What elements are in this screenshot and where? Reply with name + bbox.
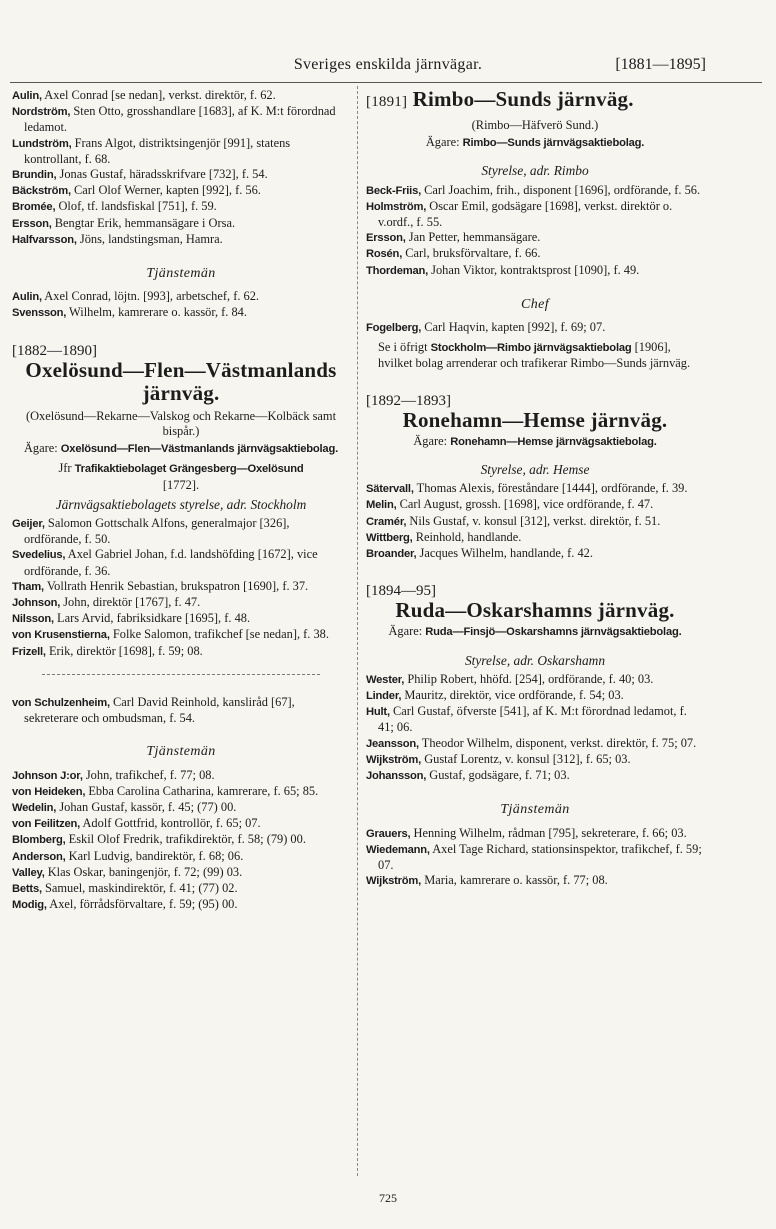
- person-name: Bromée,: [12, 201, 56, 214]
- railway-owner: [12, 441, 350, 457]
- person-details: Vollrath Henrik Sebastian, brukspatron [1690], f. 37.: [46, 578, 309, 593]
- person-name: Linder,: [366, 690, 402, 703]
- person-entry: [12, 800, 350, 816]
- person-details: Carl August, grossh. [1698], vice ordförande, f. 47.: [399, 497, 654, 512]
- person-name: Wedelin,: [12, 801, 57, 814]
- person-name: Tham,: [12, 580, 44, 593]
- top-entries: [12, 88, 350, 248]
- person-details: Reinhold, handlande.: [415, 529, 522, 544]
- person-entry: [12, 865, 350, 881]
- section-heading-tjanstemän-2: Tjänstemän: [146, 744, 216, 760]
- person-name: Blomberg,: [12, 834, 66, 847]
- owner-label: Ägare:: [413, 433, 448, 448]
- railway-years-ruda: [1894—95]: [366, 583, 436, 600]
- person-details: Jan Petter, hemmansägare.: [408, 230, 541, 245]
- person-name: Sätervall,: [366, 483, 414, 496]
- person-name: Hult,: [366, 706, 390, 719]
- railway-owner-rimbo: [366, 135, 704, 151]
- person-entry: [366, 497, 704, 513]
- person-entry: [12, 104, 350, 135]
- owner-label: Ägare:: [23, 441, 58, 456]
- person-name: Svensson,: [12, 307, 67, 320]
- person-name: Thordeman,: [366, 264, 429, 277]
- person-entry: [366, 230, 704, 246]
- person-entry: [366, 263, 704, 279]
- person-details: Mauritz, direktör, vice ordförande, f. 54; 03.: [404, 688, 624, 703]
- person-entry: [366, 199, 704, 230]
- person-name: Nordström,: [12, 106, 71, 119]
- person-entry: [366, 546, 704, 562]
- person-entry: [12, 849, 350, 865]
- railway-name-ronehamn: Ronehamn—Hemse järnväg.: [402, 407, 668, 432]
- person-entry: [366, 183, 704, 199]
- person-entry: [12, 595, 350, 611]
- person-details: Carl Olof Werner, kapten [992], f. 56.: [74, 183, 261, 198]
- railway-owner-ruda: [366, 624, 704, 640]
- person-entry: [12, 547, 350, 578]
- person-name: Aulin,: [12, 291, 42, 304]
- person-name: Wittberg,: [366, 531, 413, 544]
- page-number: 725: [379, 1191, 397, 1205]
- person-details: Erik, direktör [1698], f. 59; 08.: [48, 643, 203, 658]
- person-details: Gustaf, godsägare, f. 71; 03.: [429, 768, 570, 783]
- note-text: Se i öfrigt: [378, 340, 428, 355]
- person-name: Bäckström,: [12, 185, 71, 198]
- person-entry: [12, 88, 350, 104]
- person-details: Folke Salomon, trafikchef [se nedan], f. 38.: [112, 627, 329, 642]
- person-name: von Feilitzen,: [12, 818, 81, 831]
- board-heading-rimbo: Styrelse, adr. Rimbo: [481, 163, 589, 179]
- person-details: Axel, förrådsförvaltare, f. 59; (95) 00.: [49, 897, 238, 912]
- person-details: Carl David Reinhold, kansliråd [67], sekreterare och ombudsman, f. 54.: [24, 694, 295, 726]
- person-details: Johan Gustaf, kassör, f. 45; (77) 00.: [59, 799, 237, 814]
- person-name: Nilsson,: [12, 613, 54, 626]
- person-details: Wilhelm, kamrerare o. kassör, f. 84.: [69, 305, 247, 320]
- rimbo-note: [366, 340, 704, 371]
- person-name: Broander,: [366, 548, 417, 561]
- person-entry: [366, 826, 704, 842]
- person-details: Henning Wilhelm, rådman [795], sekreterare, f. 66; 03.: [413, 825, 687, 840]
- person-entry: [12, 768, 350, 784]
- person-entry: [366, 842, 704, 873]
- tjanstemän-list: [12, 289, 350, 321]
- person-details: Axel Tage Richard, stationsinspektor, trafikchef, f. 59; 07.: [378, 841, 702, 872]
- person-details: Salomon Gottschalk Alfons, generalmajor [326], ordförande, f. 50.: [24, 516, 290, 547]
- person-name: Wiedemann,: [366, 843, 430, 856]
- person-entry: [366, 246, 704, 262]
- person-entry: [366, 530, 704, 546]
- person-entry: [12, 784, 350, 800]
- person-name: Brundin,: [12, 169, 57, 182]
- after-rule-entries: [12, 695, 350, 726]
- person-name: Ersson,: [12, 217, 52, 230]
- person-name: Halfvarsson,: [12, 233, 77, 246]
- person-details: Carl, bruksförvaltare, f. 66.: [405, 246, 541, 261]
- person-entry: [12, 167, 350, 183]
- railway-title-rimbo: Rimbo—Sunds järnväg.: [412, 87, 634, 111]
- person-name: Johansson,: [366, 770, 427, 783]
- person-details: Frans Algot, distriktsingenjör [991], statens kontrollant, f. 68.: [24, 135, 291, 166]
- person-name: Anderson,: [12, 850, 66, 863]
- person-entry: [12, 611, 350, 627]
- railway-years-rimbo: [1891]: [366, 94, 408, 110]
- column-divider: [357, 86, 358, 1176]
- person-entry: [366, 704, 704, 735]
- person-name: von Heideken,: [12, 785, 86, 798]
- person-entry: [12, 232, 350, 248]
- person-entry: [366, 320, 704, 336]
- person-details: Karl Ludvig, bandirektör, f. 68; 06.: [68, 848, 244, 863]
- owner-name: Ronehamn—Hemse järnvägsaktiebolag.: [450, 435, 657, 448]
- railway-years: [1882—1890]: [12, 342, 97, 359]
- section-heading-tjanstemän: Tjänstemän: [146, 266, 216, 282]
- right-column: [366, 88, 704, 889]
- person-entry: [366, 688, 704, 704]
- railway-years-ronehamn: [1892—1893]: [366, 392, 451, 409]
- section-rule: [42, 674, 320, 675]
- person-name: von Krusenstierna,: [12, 629, 110, 642]
- person-entry: [12, 136, 350, 167]
- header-years: [1881—1895]: [615, 56, 706, 73]
- person-details: Olof, tf. landsfiskal [751], f. 59.: [58, 199, 217, 214]
- person-name: Beck-Friis,: [366, 184, 422, 197]
- person-entry: [12, 627, 350, 643]
- person-entry: [12, 579, 350, 595]
- person-name: Johnson J:or,: [12, 769, 83, 782]
- owner-label: Ägare:: [388, 624, 423, 639]
- owner-label: Ägare:: [425, 135, 460, 150]
- person-entry: [12, 183, 350, 199]
- note-company: Stockholm—Rimbo järnvägsaktiebolag: [430, 342, 632, 355]
- person-name: Melin,: [366, 499, 397, 512]
- jfr-label: Jfr: [58, 461, 72, 476]
- person-entry: [12, 897, 350, 913]
- person-name: Rosén,: [366, 248, 403, 261]
- person-entry: [12, 644, 350, 660]
- person-details: Carl Joachim, frih., disponent [1696], ordförande, f. 56.: [424, 182, 701, 197]
- jfr-ref: [1772].: [162, 477, 200, 492]
- person-name: Modig,: [12, 899, 47, 912]
- person-details: Axel Conrad [se nedan], verkst. direktör, f. 62.: [44, 88, 276, 102]
- person-details: Eskil Olof Fredrik, trafikdirektör, f. 58; (79) 00.: [68, 832, 306, 847]
- person-entry: [366, 736, 704, 752]
- header-rule: [10, 82, 762, 83]
- person-details: Carl Haqvin, kapten [992], f. 69; 07.: [424, 320, 606, 335]
- person-entry: [12, 289, 350, 305]
- board-heading-ruda: Styrelse, adr. Oskarshamn: [464, 652, 606, 668]
- person-details: Thomas Alexis, föreståndare [1444], ordförande, f. 39.: [416, 481, 688, 496]
- board-heading: Järnvägsaktiebolagets styrelse, adr. Stockholm: [55, 496, 307, 512]
- railway-route: (Oxelösund—Rekarne—Valskog och Rekarne—Kolbäck samt bispår.): [25, 408, 337, 439]
- person-entry: [12, 881, 350, 897]
- board-entries: [12, 516, 350, 660]
- person-name: Jeansson,: [366, 737, 419, 750]
- section-heading-tjanstemän-ruda: Tjänstemän: [500, 802, 570, 818]
- person-details: Philip Robert, hhöfd. [254], ordförande, f. 40; 03.: [407, 671, 654, 686]
- person-details: Oscar Emil, godsägare [1698], verkst. direktör o. v.ordf., f. 55.: [378, 198, 673, 230]
- person-name: Geijer,: [12, 518, 45, 531]
- person-name: Wester,: [366, 673, 405, 686]
- jfr-name: Trafikaktiebolaget Grängesberg—Oxelösund: [74, 463, 304, 476]
- person-details: Klas Oskar, baningenjör, f. 72; (99) 03.: [47, 864, 243, 879]
- person-name: Holmström,: [366, 200, 427, 213]
- person-details: Jonas Gustaf, häradsskrifvare [732], f. 54.: [59, 167, 268, 182]
- person-entry: [366, 873, 704, 889]
- person-name: Ersson,: [366, 232, 406, 245]
- person-details: Carl Gustaf, öfverste [541], af K. M:t förordnad ledamot, f. 41; 06.: [378, 704, 687, 735]
- railway-name-rimbo: [366, 88, 704, 114]
- person-details: Lars Arvid, fabriksidkare [1695], f. 48.: [57, 611, 251, 626]
- person-details: Adolf Gottfrid, kontrollör, f. 65; 07.: [82, 816, 261, 831]
- person-entry: [12, 305, 350, 321]
- person-details: Sten Otto, grosshandlare [1683], af K. M:t förordnad ledamot.: [24, 104, 336, 135]
- person-name: Svedelius,: [12, 549, 66, 562]
- person-name: Frizell,: [12, 645, 46, 658]
- header-title: Sveriges enskilda järnvägar.: [293, 56, 483, 73]
- person-details: Bengtar Erik, hemmansägare i Orsa.: [54, 215, 236, 230]
- tjanstemän-list-ruda: [366, 826, 704, 890]
- person-entry: [12, 832, 350, 848]
- person-entry: [366, 752, 704, 768]
- railway-name-oxelosund: [12, 359, 350, 405]
- person-entry: [12, 199, 350, 215]
- owner-name: Ruda—Finsjö—Oskarshamns järnvägsaktiebolag.: [425, 626, 682, 639]
- person-details: John, trafikchef, f. 77; 08.: [85, 767, 215, 782]
- person-details: Nils Gustaf, v. konsul [312], verkst. direktör, f. 51.: [409, 513, 661, 528]
- person-details: Gustaf Lorentz, v. konsul [312], f. 65; 03.: [424, 751, 631, 766]
- railway-route-rimbo: (Rimbo—Häfverö Sund.): [471, 118, 599, 132]
- person-details: John, direktör [1767], f. 47.: [63, 595, 201, 610]
- person-name: Cramér,: [366, 515, 407, 528]
- railway-name-line-2: järnväg.: [142, 380, 220, 405]
- person-name: Fogelberg,: [366, 322, 422, 335]
- person-entry: [12, 695, 350, 726]
- owner-name: Rimbo—Sunds järnvägsaktiebolag.: [462, 137, 645, 150]
- person-details: Samuel, maskindirektör, f. 41; (77) 02.: [45, 880, 238, 895]
- board-entries-ronehamn: [366, 481, 704, 562]
- cross-reference: [12, 461, 350, 492]
- person-details: Jacques Wilhelm, handlande, f. 42.: [419, 546, 593, 561]
- person-entry: [366, 481, 704, 497]
- railway-owner-ronehamn: [366, 434, 704, 450]
- person-details: Johan Viktor, kontraktsprost [1090], f. 49.: [431, 262, 640, 277]
- railway-name-line-1: Oxelösund—Flen—Västmanlands: [25, 357, 337, 382]
- person-name: von Schulzenheim,: [12, 696, 110, 709]
- person-entry: [12, 516, 350, 547]
- person-name: Johnson,: [12, 597, 61, 610]
- person-details: Jöns, landstingsman, Hamra.: [79, 231, 223, 246]
- railway-name-ruda: Ruda—Oskarshamns järnväg.: [395, 598, 675, 623]
- person-entry: [12, 216, 350, 232]
- chef-list: [366, 320, 704, 336]
- person-details: Maria, kamrerare o. kassör, f. 77; 08.: [424, 873, 608, 888]
- section-heading-chef: Chef: [520, 296, 550, 312]
- owner-name: Oxelösund—Flen—Västmanlands järnvägsaktiebolag.: [60, 443, 339, 456]
- person-name: Wijkström,: [366, 875, 422, 888]
- tjanstemän-list-2: [12, 768, 350, 914]
- board-entries-rimbo: [366, 183, 704, 279]
- person-details: Theodor Wilhelm, disponent, verkst. direktör, f. 75; 07.: [421, 735, 697, 750]
- person-name: Grauers,: [366, 827, 411, 840]
- left-column: [12, 88, 350, 913]
- person-name: Aulin,: [12, 90, 42, 102]
- person-details: Ebba Carolina Catharina, kamrerare, f. 65; 85.: [88, 783, 319, 798]
- person-name: Wijkström,: [366, 753, 422, 766]
- person-entry: [366, 768, 704, 784]
- person-name: Betts,: [12, 882, 42, 895]
- person-details: Axel Gabriel Johan, f.d. landshöfding [1672], vice ordförande, f. 36.: [24, 547, 318, 578]
- board-heading-ronehamn: Styrelse, adr. Hemse: [480, 462, 590, 478]
- person-name: Valley,: [12, 866, 45, 879]
- person-entry: [366, 672, 704, 688]
- board-entries-ruda: [366, 672, 704, 784]
- person-details: Axel Conrad, löjtn. [993], arbetschef, f. 62.: [44, 289, 260, 304]
- running-header: [0, 56, 776, 80]
- person-name: Lundström,: [12, 137, 72, 150]
- note-text-2: [1906], hvilket bolag arrenderar och trafikerar Rimbo—Sunds järnväg.: [378, 340, 691, 371]
- person-entry: [12, 816, 350, 832]
- person-entry: [366, 514, 704, 530]
